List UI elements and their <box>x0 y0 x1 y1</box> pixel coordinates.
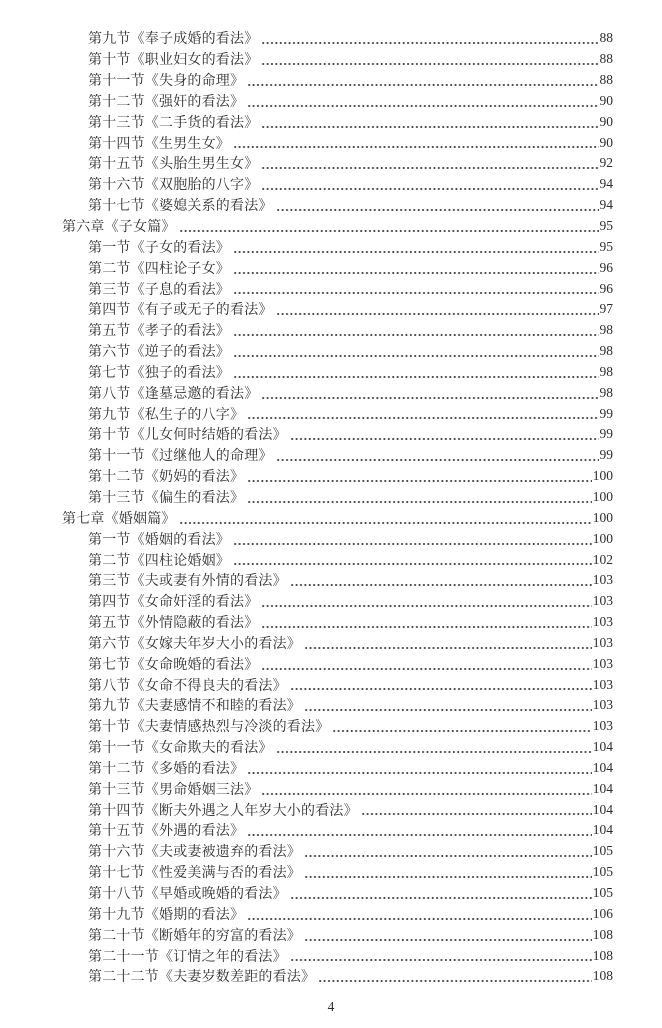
dot-leader <box>290 424 599 445</box>
toc-entry-page: 88 <box>599 30 613 46</box>
dot-leader <box>276 195 599 216</box>
dot-leader <box>361 799 592 820</box>
toc-entry-page: 104 <box>592 759 613 775</box>
toc-entry-title: 第七节《独子的看法》 <box>88 365 230 381</box>
toc-entry-title: 第十四节《生男生女》 <box>88 136 230 152</box>
dot-leader <box>290 883 592 904</box>
toc-entry[interactable] <box>0 716 613 737</box>
toc-entry-page: 90 <box>599 134 613 150</box>
toc-entry-page: 94 <box>599 176 613 192</box>
toc-entry-title: 第八节《逢墓忌邀的看法》 <box>88 386 259 402</box>
dot-leader <box>233 320 599 341</box>
toc-entry[interactable] <box>0 70 613 91</box>
toc-entry[interactable] <box>0 653 613 674</box>
dot-leader <box>233 362 599 383</box>
toc-entry-title: 第六节《逆子的看法》 <box>88 345 230 361</box>
toc-entry[interactable] <box>0 466 613 487</box>
dot-leader <box>276 445 599 466</box>
toc-entry-title: 第六节《女嫁夫年岁大小的看法》 <box>88 636 301 652</box>
dot-leader <box>261 111 598 132</box>
toc-entry-title: 第四节《有子或无子的看法》 <box>88 303 273 319</box>
toc-entry-page: 88 <box>599 72 613 88</box>
toc-entry-page: 98 <box>599 322 613 338</box>
toc-entry-page: 105 <box>592 885 613 901</box>
toc-entry-page: 98 <box>599 343 613 359</box>
dot-leader <box>304 924 592 945</box>
toc-entry-title: 第十五节《外遇的看法》 <box>88 824 245 840</box>
toc-entry-title: 第十节《夫妻情感热烈与冷淡的看法》 <box>88 720 330 736</box>
toc-entry-title: 第九节《夫妻感情不和睦的看法》 <box>88 699 301 715</box>
toc-entry-page: 92 <box>599 155 613 171</box>
toc-entry-page: 105 <box>592 843 613 859</box>
dot-leader <box>261 612 591 633</box>
toc-entry[interactable] <box>0 758 613 779</box>
toc-entry[interactable] <box>0 320 613 341</box>
dot-leader <box>179 216 599 237</box>
dot-leader <box>247 91 598 112</box>
dot-leader <box>304 695 592 716</box>
toc-entry[interactable] <box>0 612 613 633</box>
toc-entry-page: 95 <box>599 238 613 254</box>
toc-entry-title: 第十二节《多婚的看法》 <box>88 761 245 777</box>
toc-entry[interactable] <box>0 111 613 132</box>
toc-entry[interactable] <box>0 216 613 237</box>
toc-entry-page: 98 <box>599 363 613 379</box>
dot-leader <box>247 487 592 508</box>
dot-leader <box>233 132 599 153</box>
toc-entry[interactable] <box>0 507 613 528</box>
dot-leader <box>261 174 598 195</box>
toc-entry-title: 第十二节《奶妈的看法》 <box>88 470 245 486</box>
toc-entry-page: 103 <box>592 634 613 650</box>
toc-entry-page: 103 <box>592 614 613 630</box>
toc-entry[interactable] <box>0 278 613 299</box>
toc-entry-title: 第三节《夫或妻有外情的看法》 <box>88 574 287 590</box>
toc-entry[interactable] <box>0 28 613 49</box>
toc-entry-page: 106 <box>592 905 613 921</box>
toc-entry[interactable] <box>0 91 613 112</box>
toc-entry[interactable] <box>0 382 613 403</box>
toc-entry[interactable] <box>0 820 613 841</box>
toc-entry-title: 第十六节《夫或妻被遗弃的看法》 <box>88 845 301 861</box>
toc-entry-page: 103 <box>592 676 613 692</box>
toc-entry-page: 88 <box>599 51 613 67</box>
toc-entry-title: 第十三节《男命婚姻三法》 <box>88 782 259 798</box>
toc-entry-page: 104 <box>592 801 613 817</box>
toc-entry[interactable] <box>0 132 613 153</box>
dot-leader <box>233 528 592 549</box>
toc-entry[interactable] <box>0 924 613 945</box>
dot-leader <box>247 820 592 841</box>
dot-leader <box>247 70 598 91</box>
toc-entry-title: 第十一节《失身的命理》 <box>88 74 245 90</box>
toc-entry[interactable] <box>0 549 613 570</box>
toc-entry-title: 第二节《四柱论婚姻》 <box>88 553 230 569</box>
toc-entry-title: 第二十一节《订情之年的看法》 <box>88 949 287 965</box>
footer-page-number: 4 <box>327 999 335 1014</box>
toc-entry[interactable] <box>0 362 613 383</box>
dot-leader <box>304 841 592 862</box>
toc-entry[interactable] <box>0 591 613 612</box>
toc-entry[interactable] <box>0 695 613 716</box>
dot-leader <box>233 278 599 299</box>
toc-entry-title: 第十七节《性爱美满与否的看法》 <box>88 866 301 882</box>
toc-entry-title: 第一节《子女的看法》 <box>88 240 230 256</box>
toc-entry-title: 第八节《女命不得良夫的看法》 <box>88 678 287 694</box>
toc-entry[interactable] <box>0 862 613 883</box>
toc-entry-page: 103 <box>592 593 613 609</box>
toc-entry-page: 100 <box>592 530 613 546</box>
toc-entry-page: 104 <box>592 739 613 755</box>
toc-entry-title: 第十三节《二手货的看法》 <box>88 115 259 131</box>
toc-entry-page: 95 <box>599 218 613 234</box>
toc-entry[interactable] <box>0 174 613 195</box>
toc-entry[interactable] <box>0 236 613 257</box>
toc-entry[interactable] <box>0 257 613 278</box>
toc-entry-page: 99 <box>599 447 613 463</box>
toc-entry-title: 第二十二节《夫妻岁数差距的看法》 <box>88 970 316 986</box>
toc-entry[interactable] <box>0 841 613 862</box>
toc-entry-title: 第四节《女命奸淫的看法》 <box>88 595 259 611</box>
dot-leader <box>332 716 591 737</box>
toc-entry-page: 108 <box>592 947 613 963</box>
toc-entry-page: 94 <box>599 197 613 213</box>
toc-entry-title: 第十七节《婆媳关系的看法》 <box>88 199 273 215</box>
dot-leader <box>247 466 592 487</box>
toc-entry-title: 第二十节《断婚年的穷富的看法》 <box>88 928 301 944</box>
toc-entry-page: 97 <box>599 301 613 317</box>
dot-leader <box>290 674 592 695</box>
toc-entry-page: 105 <box>592 864 613 880</box>
toc-entry-title: 第十节《儿女何时结婚的看法》 <box>88 428 287 444</box>
toc-entry-title: 第五节《孝子的看法》 <box>88 324 230 340</box>
toc-entry-title: 第十二节《强奸的看法》 <box>88 94 245 110</box>
toc-entry-title: 第十四节《断夫外遇之人年岁大小的看法》 <box>88 803 358 819</box>
toc-entry-title: 第二节《四柱论子女》 <box>88 261 230 277</box>
toc-entry[interactable] <box>0 883 613 904</box>
toc-entry-title: 第十九节《婚期的看法》 <box>88 907 245 923</box>
toc-entry-title: 第十节《职业妇女的看法》 <box>88 53 259 69</box>
toc-entry[interactable] <box>0 49 613 70</box>
toc-entry-page: 100 <box>592 509 613 525</box>
toc-entry[interactable] <box>0 528 613 549</box>
toc-entry-title: 第十一节《过继他人的命理》 <box>88 449 273 465</box>
toc-entry-title: 第十一节《女命欺夫的看法》 <box>88 741 273 757</box>
toc-entry-page: 103 <box>592 718 613 734</box>
dot-leader <box>247 903 592 924</box>
toc-entry-page: 102 <box>592 551 613 567</box>
dot-leader <box>261 591 591 612</box>
dot-leader <box>233 549 592 570</box>
toc-entry[interactable] <box>0 195 613 216</box>
toc-entry[interactable] <box>0 487 613 508</box>
toc-entry-page: 96 <box>599 280 613 296</box>
toc-entry-page: 90 <box>599 92 613 108</box>
toc-entry-page: 103 <box>592 697 613 713</box>
toc-entry-page: 98 <box>599 384 613 400</box>
toc-entry[interactable] <box>0 341 613 362</box>
toc-entry-page: 103 <box>592 655 613 671</box>
dot-leader <box>233 341 599 362</box>
toc-entry[interactable] <box>0 966 613 987</box>
toc-entry-page: 104 <box>592 822 613 838</box>
toc-entry-title: 第九节《私生子的八字》 <box>88 407 245 423</box>
toc-entry-page: 100 <box>592 468 613 484</box>
dot-leader <box>261 382 598 403</box>
dot-leader <box>290 570 592 591</box>
toc-entry-page: 96 <box>599 259 613 275</box>
toc-entry[interactable] <box>0 570 613 591</box>
dot-leader <box>261 778 591 799</box>
toc-entry[interactable] <box>0 737 613 758</box>
toc-entry-title: 第六章《子女篇》 <box>62 220 176 236</box>
toc-entry-title: 第十三节《偏生的看法》 <box>88 490 245 506</box>
dot-leader <box>261 28 598 49</box>
toc-entry-title: 第十八节《早婚或晚婚的看法》 <box>88 887 287 903</box>
toc-entry[interactable] <box>0 799 613 820</box>
toc-entry[interactable] <box>0 903 613 924</box>
dot-leader <box>290 945 592 966</box>
dot-leader <box>247 403 598 424</box>
toc-entry-page: 90 <box>599 113 613 129</box>
toc-entry[interactable] <box>0 445 613 466</box>
toc-entry-title: 第三节《子息的看法》 <box>88 282 230 298</box>
toc-list <box>0 28 662 987</box>
toc-entry-page: 108 <box>592 926 613 942</box>
dot-leader <box>304 632 592 653</box>
dot-leader <box>276 737 592 758</box>
toc-entry[interactable] <box>0 403 613 424</box>
toc-entry-page: 108 <box>592 968 613 984</box>
toc-entry-title: 第十五节《头胎生男生女》 <box>88 157 259 173</box>
dot-leader <box>233 257 599 278</box>
dot-leader <box>233 236 599 257</box>
dot-leader <box>179 507 592 528</box>
toc-entry[interactable] <box>0 674 613 695</box>
toc-entry-title: 第十六节《双胞胎的八字》 <box>88 178 259 194</box>
toc-entry-page: 100 <box>592 488 613 504</box>
dot-leader <box>247 758 592 779</box>
toc-entry-page: 103 <box>592 572 613 588</box>
dot-leader <box>276 299 599 320</box>
toc-entry[interactable] <box>0 153 613 174</box>
toc-entry-page: 99 <box>599 426 613 442</box>
toc-entry-page: 99 <box>599 405 613 421</box>
toc-entry-title: 第一节《婚姻的看法》 <box>88 532 230 548</box>
toc-entry-page: 104 <box>592 780 613 796</box>
toc-entry-title: 第五节《外情隐蔽的看法》 <box>88 616 259 632</box>
toc-entry[interactable] <box>0 299 613 320</box>
toc-entry[interactable] <box>0 424 613 445</box>
dot-leader <box>304 862 592 883</box>
toc-entry-title: 第七章《婚姻篇》 <box>62 511 176 527</box>
dot-leader <box>318 966 592 987</box>
dot-leader <box>261 153 598 174</box>
toc-entry-title: 第九节《奉子成婚的看法》 <box>88 32 259 48</box>
toc-entry-title: 第七节《女命晚婚的看法》 <box>88 657 259 673</box>
toc-entry[interactable] <box>0 632 613 653</box>
toc-entry[interactable] <box>0 778 613 799</box>
dot-leader <box>261 653 591 674</box>
toc-entry[interactable] <box>0 945 613 966</box>
dot-leader <box>261 49 598 70</box>
